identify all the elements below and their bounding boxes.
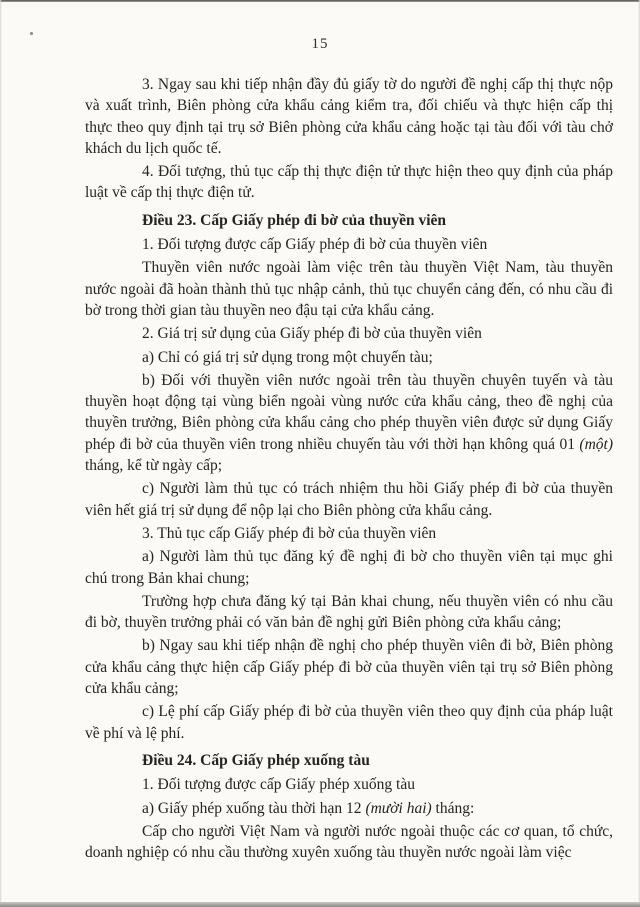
article-23-heading: Điều 23. Cấp Giấy phép đi bờ của thuyền viên bbox=[142, 211, 447, 229]
scan-edge-top bbox=[0, 0, 640, 2]
paragraph-clause-3: 3. Ngay sau khi tiếp nhận đầy đủ giấy tờ do người đề nghị cấp thị thực nộp và xuất trình, Biên phòng cửa khẩu cảng kiểm tra, đối chiếu và thực hiện cấp thị thực theo quy định tại trụ sở Biên phòng cửa khẩu cảng hoặc tại tàu đối với tàu chở khách du lịch quốc tế. bbox=[85, 76, 613, 157]
article-23-item-2c: c) Người làm thủ tục có trách nhiệm thu hồi Giấy phép đi bờ của thuyền viên hết giá trị sử dụng để nộp lại cho Biên phòng cửa khẩu cảng. bbox=[85, 480, 613, 519]
article-23-item-2a: a) Chỉ có giá trị sử dụng trong một chuyến tàu; bbox=[142, 348, 433, 366]
article-23-item-3-title: 3. Thủ tục cấp Giấy phép đi bờ của thuyền viên bbox=[142, 524, 437, 542]
page-number: 15 bbox=[311, 36, 329, 52]
article-24-item-1a-body: Cấp cho người Việt Nam và người nước ngoài thuộc các cơ quan, tổ chức, doanh nghiệp có nhu cầu thường xuyên xuống tàu thuyền nước ngoài làm việc bbox=[85, 822, 613, 862]
article-23-item-1-body: Thuyền viên nước ngoài làm việc trên tàu thuyền Việt Nam, tàu thuyền nước ngoài đã hoàn thành thủ tục nhập cảnh, thủ tục chuyển cảng đến, có nhu cầu đi bờ trong thời gian tàu thuyền neo đậu tại cửa khẩu cảng. bbox=[85, 259, 613, 319]
article-23-item-3c: c) Lệ phí cấp Giấy phép đi bờ của thuyền viên theo quy định của pháp luật về phí và lệ phí. bbox=[85, 703, 613, 742]
item-2b-italic-number: (một) bbox=[579, 435, 613, 453]
scan-edge-bottom bbox=[0, 902, 640, 907]
article-23-item-3a: a) Người làm thủ tục đăng ký đề nghị đi bờ cho thuyền viên tại mục ghi chú trong Bản khai chung; bbox=[85, 548, 613, 587]
article-24-item-1a bbox=[85, 798, 613, 819]
document-body bbox=[85, 72, 613, 863]
scan-edge-left bbox=[0, 0, 2, 907]
scan-speck bbox=[30, 32, 33, 35]
article-23-item-2-title: 2. Giá trị sử dụng của Giấy phép đi bờ của thuyền viên bbox=[142, 325, 482, 343]
article-24-heading: Điều 24. Cấp Giấy phép xuống tàu bbox=[142, 751, 370, 769]
paragraph-clause-4: 4. Đối tượng, thủ tục cấp thị thực điện tử thực hiện theo quy định của pháp luật về cấp thị thực điện tử. bbox=[85, 163, 613, 202]
article-23-item-2b bbox=[85, 370, 613, 476]
item-2b-text: b) Đối với thuyền viên nước ngoài trên tàu thuyền chuyên tuyến và tàu thuyền hoạt động tại vùng biển ngoài vùng nước cửa khẩu cảng, theo đề nghị của thuyền trưởng, Biên phòng cửa khẩu cảng cho phép thuyền viên được sử dụng Giấy phép đi bờ của thuyền viên trong nhiều chuyến tàu với thời hạn không quá 01 bbox=[85, 371, 613, 453]
article-24-item-1-title: 1. Đối tượng được cấp Giấy phép xuống tàu bbox=[142, 776, 415, 794]
item-1a-text: a) Giấy phép xuống tàu thời hạn 12 bbox=[142, 799, 366, 817]
article-23-item-1-title: 1. Đối tượng được cấp Giấy phép đi bờ của thuyền viên bbox=[142, 236, 488, 254]
item-2b-tail: tháng, kể từ ngày cấp; bbox=[85, 457, 223, 475]
article-23-item-3b: b) Ngay sau khi tiếp nhận đề nghị cho phép thuyền viên đi bờ, Biên phòng cửa khẩu cảng thực hiện cấp Giấy phép đi bờ của thuyền viên tại trụ sở Biên phòng cửa khẩu cảng; bbox=[85, 637, 613, 698]
item-1a-italic-number: (mười hai) bbox=[365, 799, 432, 817]
item-1a-tail: tháng: bbox=[431, 799, 475, 817]
article-23-item-3a-extra: Trường hợp chưa đăng ký tại Bản khai chung, nếu thuyền viên có nhu cầu đi bờ, thuyền trưởng phải có văn bản đề nghị gửi Biên phòng cửa khẩu cảng; bbox=[85, 592, 613, 632]
